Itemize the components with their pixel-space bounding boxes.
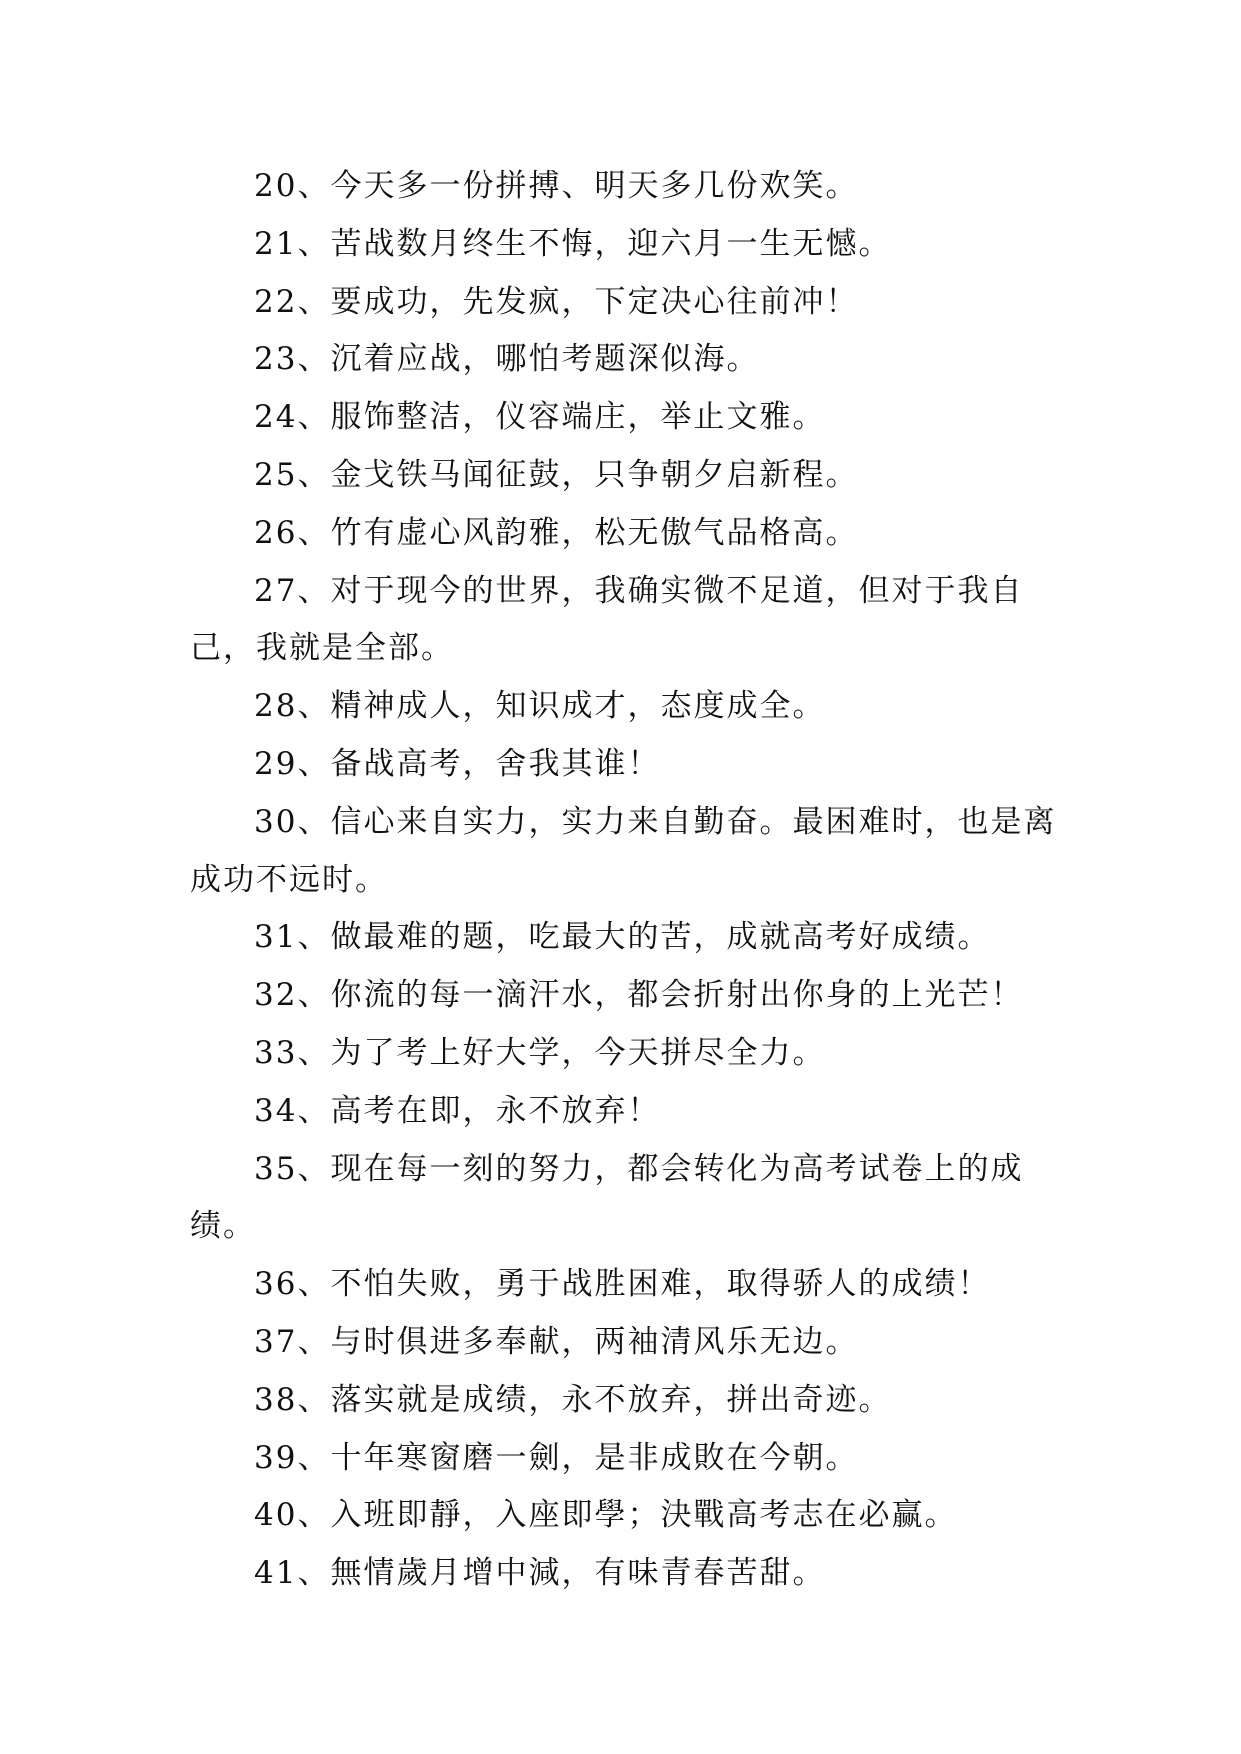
slogan-paragraph: 21、苦战数月终生不悔，迎六月一生无憾。 — [254, 225, 892, 262]
slogan-paragraph: 24、服饰整洁，仪容端庄，举止文雅。 — [254, 399, 826, 436]
slogan-paragraph: 22、要成功，先发疯，下定决心往前冲！ — [254, 283, 859, 320]
document-body — [190, 158, 1070, 1603]
slogan-paragraph: 41、無情歲月增中減，有味青春苦甜。 — [254, 1555, 826, 1592]
slogan-paragraph: 25、金戈铁马闻征鼓，只争朝夕启新程。 — [254, 456, 859, 493]
slogan-paragraph: 27、对于现今的世界，我确实微不足道，但对于我自己，我就是全部。 — [190, 572, 1024, 667]
slogan-paragraph: 37、与时俱进多奉献，两袖清风乐无边。 — [254, 1323, 859, 1360]
slogan-paragraph: 38、落实就是成绩，永不放弃，拼出奇迹。 — [254, 1381, 892, 1418]
slogan-paragraph: 29、备战高考，舍我其谁！ — [254, 745, 661, 782]
slogan-paragraph: 28、精神成人，知识成才，态度成全。 — [254, 688, 826, 725]
slogan-paragraph: 20、今天多一份拼搏、明天多几份欢笑。 — [254, 168, 859, 204]
slogan-paragraph: 34、高考在即，永不放弃！ — [254, 1092, 661, 1129]
slogan-paragraph: 40、入班即靜，入座即學；決戰高考志在必赢。 — [254, 1497, 958, 1534]
slogan-paragraph: 31、做最难的题，吃最大的苦，成就高考好成绩。 — [254, 919, 991, 956]
slogan-paragraph: 39、十年寒窗磨一劍，是非成敗在今朝。 — [254, 1439, 859, 1476]
slogan-paragraph: 36、不怕失败，勇于战胜困难，取得骄人的成绩！ — [254, 1266, 991, 1303]
slogan-paragraph: 32、你流的每一滴汗水，都会折射出你身的上光芒！ — [254, 977, 1024, 1014]
slogan-paragraph: 23、沉着应战，哪怕考题深似海。 — [254, 341, 760, 378]
slogan-paragraph: 35、现在每一刻的努力，都会转化为高考试卷上的成绩。 — [190, 1150, 1024, 1245]
slogan-paragraph: 33、为了考上好大学，今天拼尽全力。 — [254, 1034, 826, 1071]
slogan-paragraph: 26、竹有虚心风韵雅，松无傲气品格高。 — [254, 514, 859, 551]
slogan-paragraph: 30、信心来自实力，实力来自勤奋。最困难时，也是离成功不远时。 — [190, 803, 1057, 898]
